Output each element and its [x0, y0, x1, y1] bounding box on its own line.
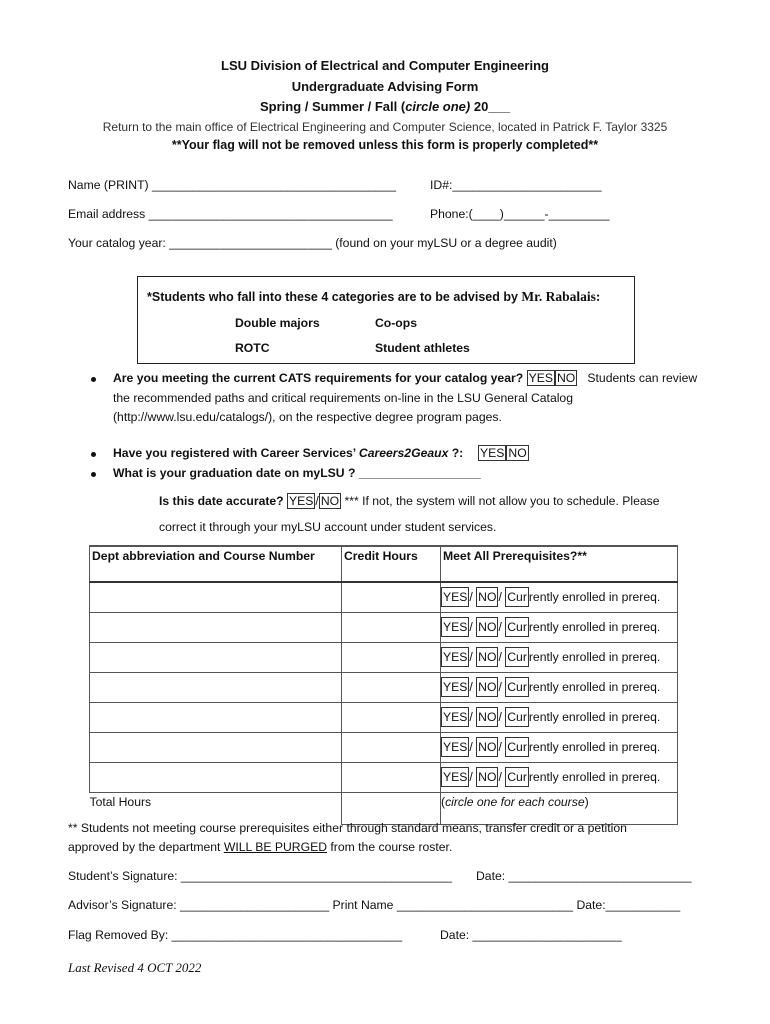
course-cell[interactable]	[90, 613, 342, 643]
question-careers: Have you registered with Career Services’ Careers2Geaux ?:	[113, 446, 464, 460]
course-cell[interactable]	[90, 733, 342, 763]
table-row	[90, 673, 678, 703]
bullet-icon	[91, 472, 96, 477]
term-line: Spring / Summer / Fall (circle one) 20___	[260, 99, 510, 114]
question-graduation-date[interactable]: What is your graduation date on myLSU ? __________________	[113, 466, 481, 480]
total-hours-cell[interactable]	[342, 793, 441, 825]
course-cell[interactable]	[90, 582, 342, 613]
name-field[interactable]: Name (PRINT) ____________________________________	[68, 178, 396, 192]
prereq-current-option[interactable]: Cur	[505, 617, 529, 637]
last-revised: Last Revised 4 OCT 2022	[68, 960, 202, 975]
prereq-yes-option[interactable]: YES	[441, 647, 469, 667]
prereq-no-option[interactable]: NO	[476, 707, 498, 727]
credit-cell[interactable]	[342, 582, 441, 613]
prereq-current-option[interactable]: Cur	[505, 647, 529, 667]
credit-cell[interactable]	[342, 733, 441, 763]
table-row	[90, 763, 678, 793]
prereq-no-option[interactable]: NO	[476, 587, 498, 607]
prereq-cell: YES / NO / Cur rently enrolled in prereq.	[441, 643, 678, 673]
student-date-field[interactable]: Date: ___________________________	[476, 869, 692, 883]
prereq-cell: YES / NO / Cur rently enrolled in prereq.	[441, 703, 678, 733]
credit-cell[interactable]	[342, 643, 441, 673]
prereq-yes-option[interactable]: YES	[441, 737, 469, 757]
table-row	[90, 582, 678, 613]
prereq-yes-option[interactable]: YES	[441, 587, 469, 607]
prereq-cell: YES / NO / Cur rently enrolled in prereq.	[441, 582, 678, 613]
phone-field[interactable]: Phone:(____)______-_________	[430, 207, 610, 221]
table-row	[90, 643, 678, 673]
prereq-cell: YES / NO / Cur rently enrolled in prereq.	[441, 673, 678, 703]
prereq-note-line1: ** Students not meeting course prerequisites either through standard means, transfer credit or a petition	[68, 821, 627, 835]
prereq-no-option[interactable]: NO	[476, 767, 498, 787]
prereq-cell: YES / NO / Cur rently enrolled in prereq.	[441, 613, 678, 643]
question-cats-line3: (http://www.lsu.edu/catalogs/), on the respective degree program pages.	[113, 410, 502, 424]
prereq-no-option[interactable]: NO	[476, 617, 498, 637]
category-double-majors: Double majors	[235, 316, 320, 330]
form-title: Undergraduate Advising Form	[291, 79, 479, 94]
credit-cell[interactable]	[342, 763, 441, 793]
advisor-categories-box	[137, 276, 635, 364]
bullet-icon	[91, 377, 96, 382]
question-cats-line2: the recommended paths and critical requirements on-line in the LSU General Catalog	[113, 391, 573, 405]
circle-note: (circle one for each course)	[441, 793, 678, 825]
prereq-note-line2: approved by the department WILL BE PURGED from the course roster.	[68, 840, 453, 854]
category-rotc: ROTC	[235, 341, 270, 355]
advisor-box-title: *Students who fall into these 4 categories are to be advised by Mr. Rabalais:	[147, 289, 601, 304]
date-no-option[interactable]: NO	[320, 494, 340, 508]
course-table	[89, 545, 678, 825]
return-note: Return to the main office of Electrical Engineering and Computer Science, located in Patrick F. Taylor 3325	[102, 120, 668, 134]
credit-cell[interactable]	[342, 673, 441, 703]
prereq-current-option[interactable]: Cur	[505, 587, 529, 607]
course-cell[interactable]	[90, 643, 342, 673]
student-signature-field[interactable]: Student’s Signature: ________________________________________	[68, 869, 453, 883]
table-row	[90, 733, 678, 763]
header-credit-hours: Credit Hours	[342, 546, 441, 582]
advisor-signature-field[interactable]: Advisor’s Signature: ______________________ Print Name __________________________ Date:___________	[68, 898, 681, 912]
header-prerequisites: Meet All Prerequisites?**	[441, 546, 678, 582]
date-yes-option[interactable]: YES	[289, 494, 314, 508]
table-row	[90, 613, 678, 643]
careers-no-option[interactable]: NO	[508, 446, 527, 460]
bullet-icon	[91, 452, 96, 457]
prereq-cell: YES / NO / Cur rently enrolled in prereq.	[441, 733, 678, 763]
prereq-no-option[interactable]: NO	[476, 647, 498, 667]
total-hours-label: Total Hours	[89, 795, 152, 809]
flag-removed-field[interactable]: Flag Removed By: __________________________________	[68, 928, 403, 942]
credit-cell[interactable]	[342, 613, 441, 643]
id-field[interactable]: ID#:______________________	[430, 178, 602, 192]
prereq-cell: YES / NO / Cur rently enrolled in prereq.	[441, 763, 678, 793]
catalog-year-field[interactable]: Your catalog year: ________________________ (found on your myLSU or a degree audit)	[68, 236, 557, 250]
category-student-athletes: Student athletes	[375, 341, 470, 355]
form-title-division: LSU Division of Electrical and Computer Engineering	[221, 58, 549, 73]
header-course: Dept abbreviation and Course Number	[90, 546, 342, 582]
course-cell[interactable]	[90, 703, 342, 733]
prereq-current-option[interactable]: Cur	[505, 767, 529, 787]
prereq-yes-option[interactable]: YES	[441, 617, 469, 637]
careers-options	[478, 446, 529, 460]
prereq-current-option[interactable]: Cur	[505, 737, 529, 757]
question-date-accurate: Is this date accurate? YES / NO *** If not, the system will not allow you to schedule. Please	[159, 494, 660, 508]
prereq-yes-option[interactable]: YES	[441, 767, 469, 787]
question-cats: Are you meeting the current CATS requirements for your catalog year? YES NO Students can review	[113, 371, 698, 385]
cats-yes-option[interactable]: YES	[528, 371, 553, 385]
category-co-ops: Co-ops	[375, 316, 417, 330]
flag-warning: **Your flag will not be removed unless this form is properly completed**	[171, 138, 599, 152]
course-cell[interactable]	[90, 673, 342, 703]
email-field[interactable]: Email address ____________________________________	[68, 207, 393, 221]
prereq-yes-option[interactable]: YES	[441, 707, 469, 727]
credit-cell[interactable]	[342, 703, 441, 733]
question-date-line2: correct it through your myLSU account under student services.	[159, 520, 497, 534]
prereq-no-option[interactable]: NO	[476, 737, 498, 757]
total-row	[90, 793, 678, 825]
prereq-no-option[interactable]: NO	[476, 677, 498, 697]
flag-date-field[interactable]: Date: ______________________	[440, 928, 622, 942]
table-row	[90, 703, 678, 733]
prereq-current-option[interactable]: Cur	[505, 677, 529, 697]
careers-yes-option[interactable]: YES	[480, 446, 505, 460]
course-cell[interactable]	[90, 763, 342, 793]
prereq-yes-option[interactable]: YES	[441, 677, 469, 697]
prereq-current-option[interactable]: Cur	[505, 707, 529, 727]
cats-no-option[interactable]: NO	[556, 371, 576, 385]
